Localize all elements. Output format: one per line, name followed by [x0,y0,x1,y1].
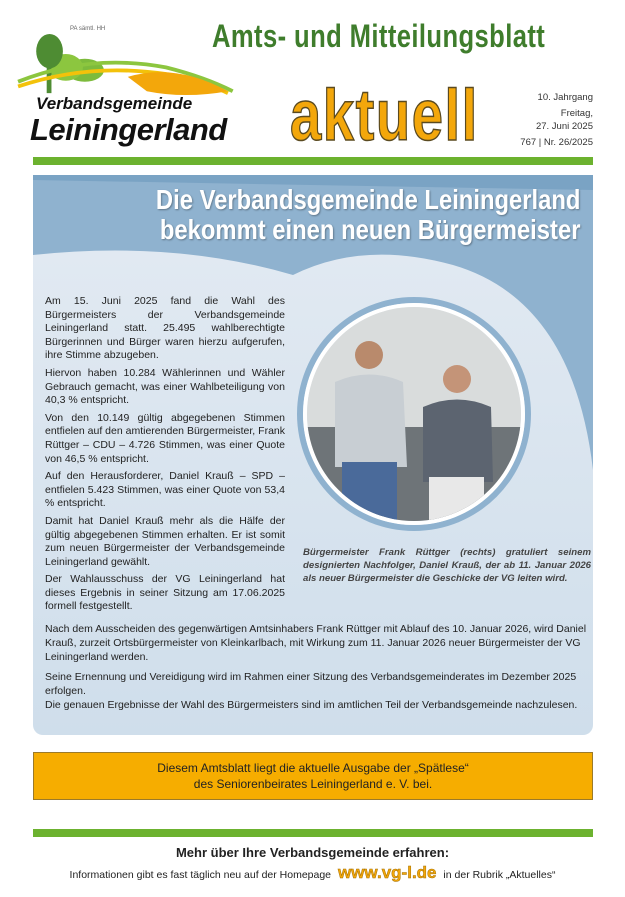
paragraph: Auf den Herausforderer, Daniel Krauß – SPD – entfielen 5.423 Stimmen, was einer Quote von 53,4 % entspricht. [45,470,285,510]
photo-side [303,295,591,618]
notice-line-2: des Seniorenbeirates Leiningerland e. V. bei. [193,777,433,792]
edition-word: aktuell [290,76,479,156]
notice-line-1: Diesem Amtsblatt liegt die aktuelle Ausgabe der „Spätlese“ [157,761,469,776]
paragraph: Seine Ernennung und Vereidigung wird im Rahmen einer Sitzung des Verbandsgemeinderates im Dezember 2025 erfolgen. [45,671,577,698]
footer-info-text: Informationen gibt es fast täglich neu auf der Homepage [69,869,332,882]
postage-note: PA sämtl. HH [70,26,106,32]
paragraph: Am 15. Juni 2025 fand die Wahl des Bürgermeisters der Verbandsgemeinde Leiningerland statt. 25.495 wahlberechtigte Bürgerinnen und Bürger waren hierzu aufgerufen, ihre Stimme abzugeben. [45,295,285,362]
paragraph: Von den 10.149 gültig abgegebenen Stimmen entfielen auf den amtierenden Bürgermeister, Frank Rüttger – CDU – 4.726 Stimmen, was einer Quote von 46,5 % entspricht. [45,411,285,465]
article-continuation [45,618,590,746]
footer-divider [33,829,593,837]
insert-notice [33,752,593,800]
photo-caption: Bürgermeister Frank Rüttger (rechts) gratuliert seinem designierten Nachfolger, Daniel Krauß, der ab 11. Januar 2026 als neuer Bürgermeister die Geschicke der VG leiten wird. [303,547,591,584]
article-body [0,295,625,885]
issue-date: 27. Juni 2025 [535,121,593,132]
weekday: Freitag, [560,108,593,119]
logo-landscape-icon [8,34,238,96]
footer-heading: Mehr über Ihre Verbandsgemeinde erfahren: [175,845,450,861]
header-divider [33,157,593,165]
footer-info [0,863,625,885]
footer-info-rubric: in der Rubrik „Aktuelles“ [443,869,556,882]
org-name-line1: Verbandsgemeinde [36,94,193,113]
volume: 10. Jahrgang [537,92,593,103]
issue-number: 767 | Nr. 26/2025 [520,137,593,148]
title-line-1: Die Verbandsgemeinde Leiningerland [155,184,580,215]
paragraph: Die genauen Ergebnisse der Wahl des Bürgermeisters sind im amtlichen Teil der Verbandsgemeinde nachzulesen. [45,699,578,712]
title-line-2: bekommt einen neuen Bürgermeister [159,214,580,245]
article-column [45,295,285,618]
homepage-link[interactable]: www.vg-l.de [337,863,437,883]
article-upper-row [0,295,625,618]
paragraph: Hiervon haben 10.284 Wählerinnen und Wähler Gebrauch gemacht, was einer Wahlbeteiligung von 40,3 % entspricht. [45,366,285,407]
paragraph: Nach dem Ausscheiden des gegenwärtigen Amtsinhabers Frank Rüttger mit Ablauf des 10. Januar 2026, wird Daniel Krauß, zurzeit Ortsbürgermeister von Kleinkarlbach, mit Wirkung zum 11. Januar 2026 neuer Bürgermeister der VG Leiningerland werden. [45,623,587,664]
org-name-line2: Leiningerland [30,112,227,147]
article-title [155,185,580,245]
paragraph: Damit hat Daniel Krauß mehr als die Hälfe der gültig abgegebenen Stimmen erhalten. Er ist somit zum neuen Bürgermeister der Verbandsgemeinde Leiningerland gewählt. [45,514,285,568]
paragraph: Der Wahlausschuss der VG Leiningerland hat dieses Ergebnis in seiner Sitzung am 17.06.2025 formell festgestellt. [45,573,285,613]
masthead-title: Amts- und Mitteilungsblatt [212,18,546,54]
